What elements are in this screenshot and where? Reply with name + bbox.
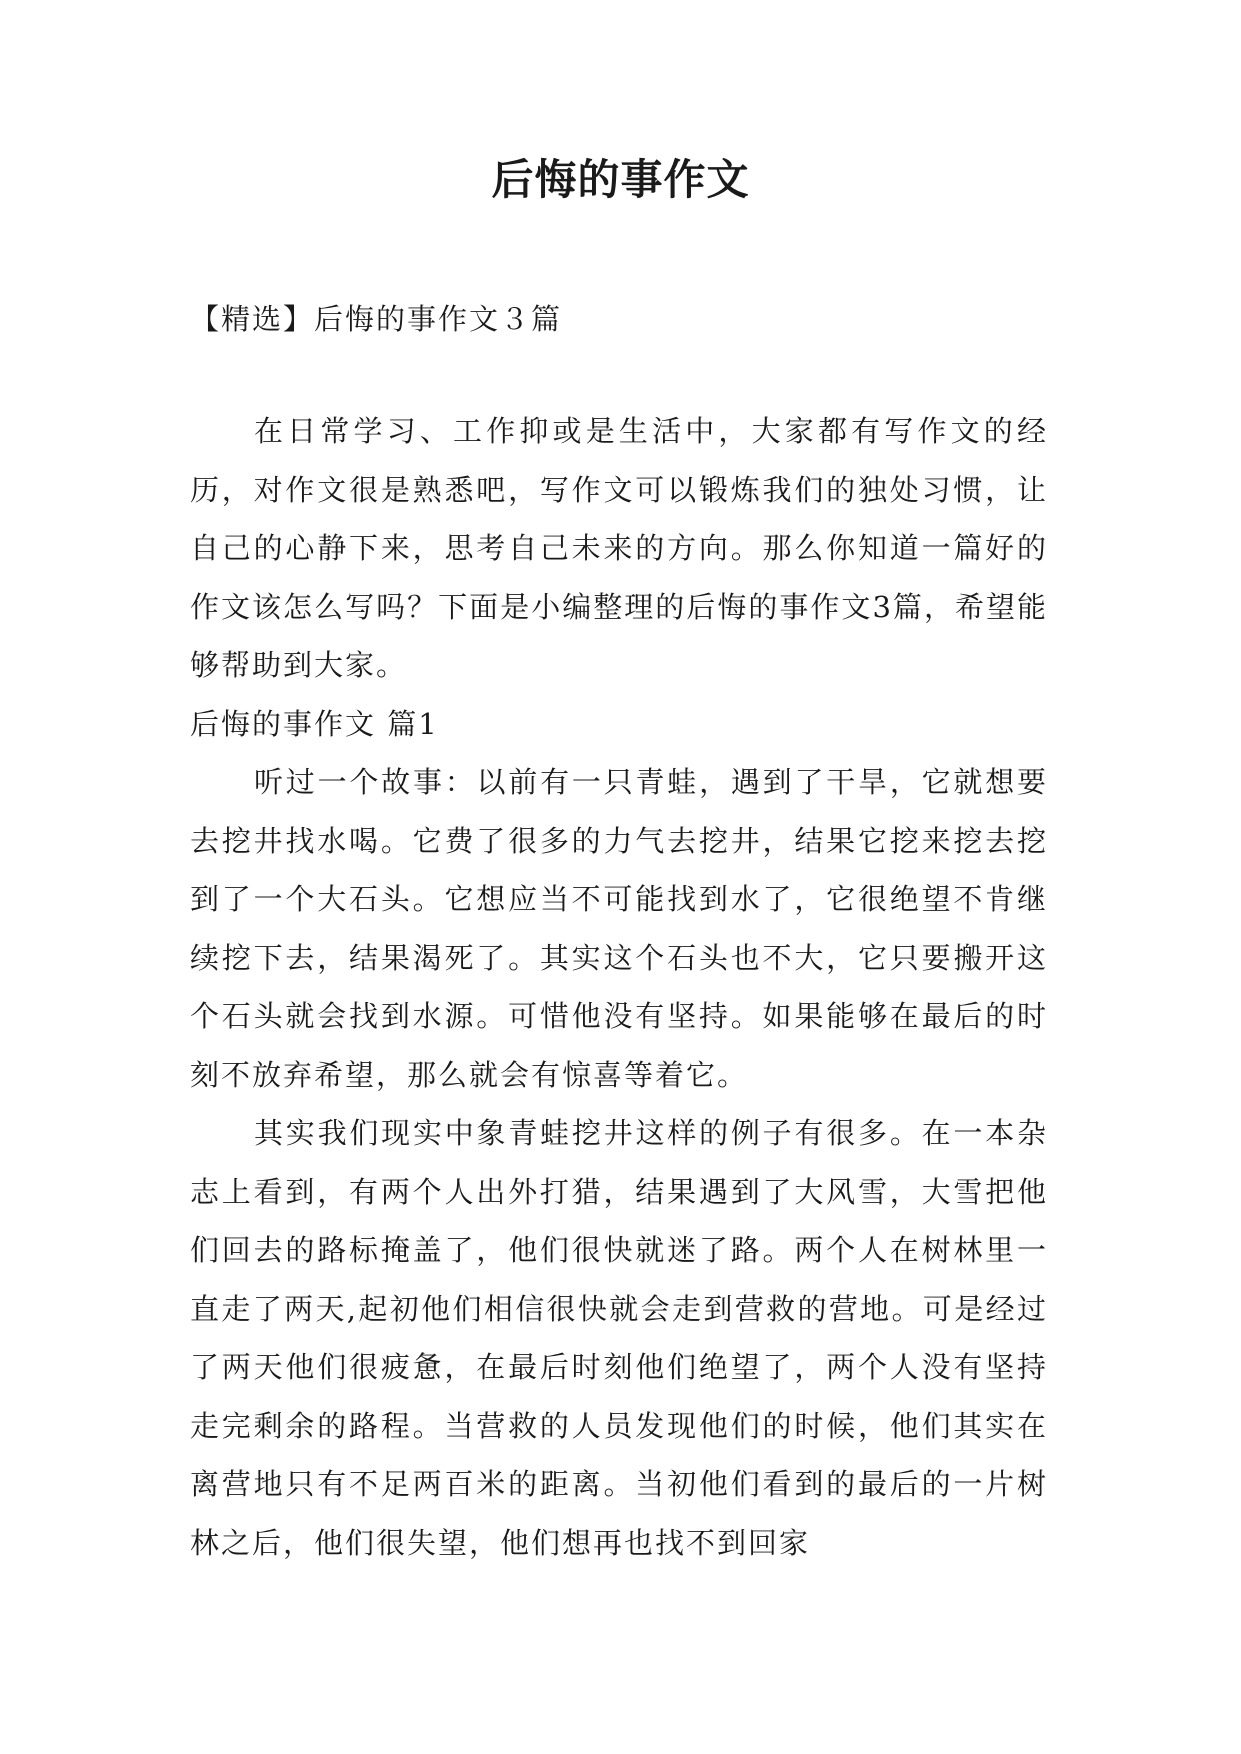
intro-paragraph: 在日常学习、工作抑或是生活中，大家都有写作文的经历，对作文很是熟悉吧，写作文可以锻炼我们的独处习惯，让自己的心静下来，思考自己未来的方向。那么你知道一篇好的作文该怎么写吗？下面是小编整理的后悔的事作文3篇，希望能够帮助到大家。 — [190, 414, 1048, 682]
body-paragraph: 其实我们现实中象青蛙挖井这样的例子有很多。在一本杂志上看到，有两个人出外打猎，结果遇到了大风雪，大雪把他们回去的路标掩盖了，他们很快就迷了路。两个人在树林里一直走了两天,起初他们相信很快就会走到营救的营地。可是经过了两天他们很疲惫，在最后时刻他们绝望了，两个人没有坚持走完剩余的路程。当营救的人员发现他们的时候，他们其实在离营地只有不足两百米的距离。当初他们看到的最后的一片树林之后，他们很失望，他们想再也找不到回家 — [190, 1116, 1048, 1560]
document-subtitle: 【精选】后悔的事作文３篇 — [190, 302, 563, 336]
document-body — [190, 402, 1048, 1572]
body-paragraph: 听过一个故事：以前有一只青蛙，遇到了干旱，它就想要去挖井找水喝。它费了很多的力气去挖井，结果它挖来挖去挖到了一个大石头。它想应当不可能找到水了，它很绝望不肯继续挖下去，结果渴死了。其实这个石头也不大，它只要搬开这个石头就会找到水源。可惜他没有坚持。如果能够在最后的时刻不放弃希望，那么就会有惊喜等着它。 — [190, 765, 1048, 1092]
document-title: 后悔的事作文 — [491, 155, 750, 204]
section-heading: 后悔的事作文 篇1 — [190, 706, 439, 741]
